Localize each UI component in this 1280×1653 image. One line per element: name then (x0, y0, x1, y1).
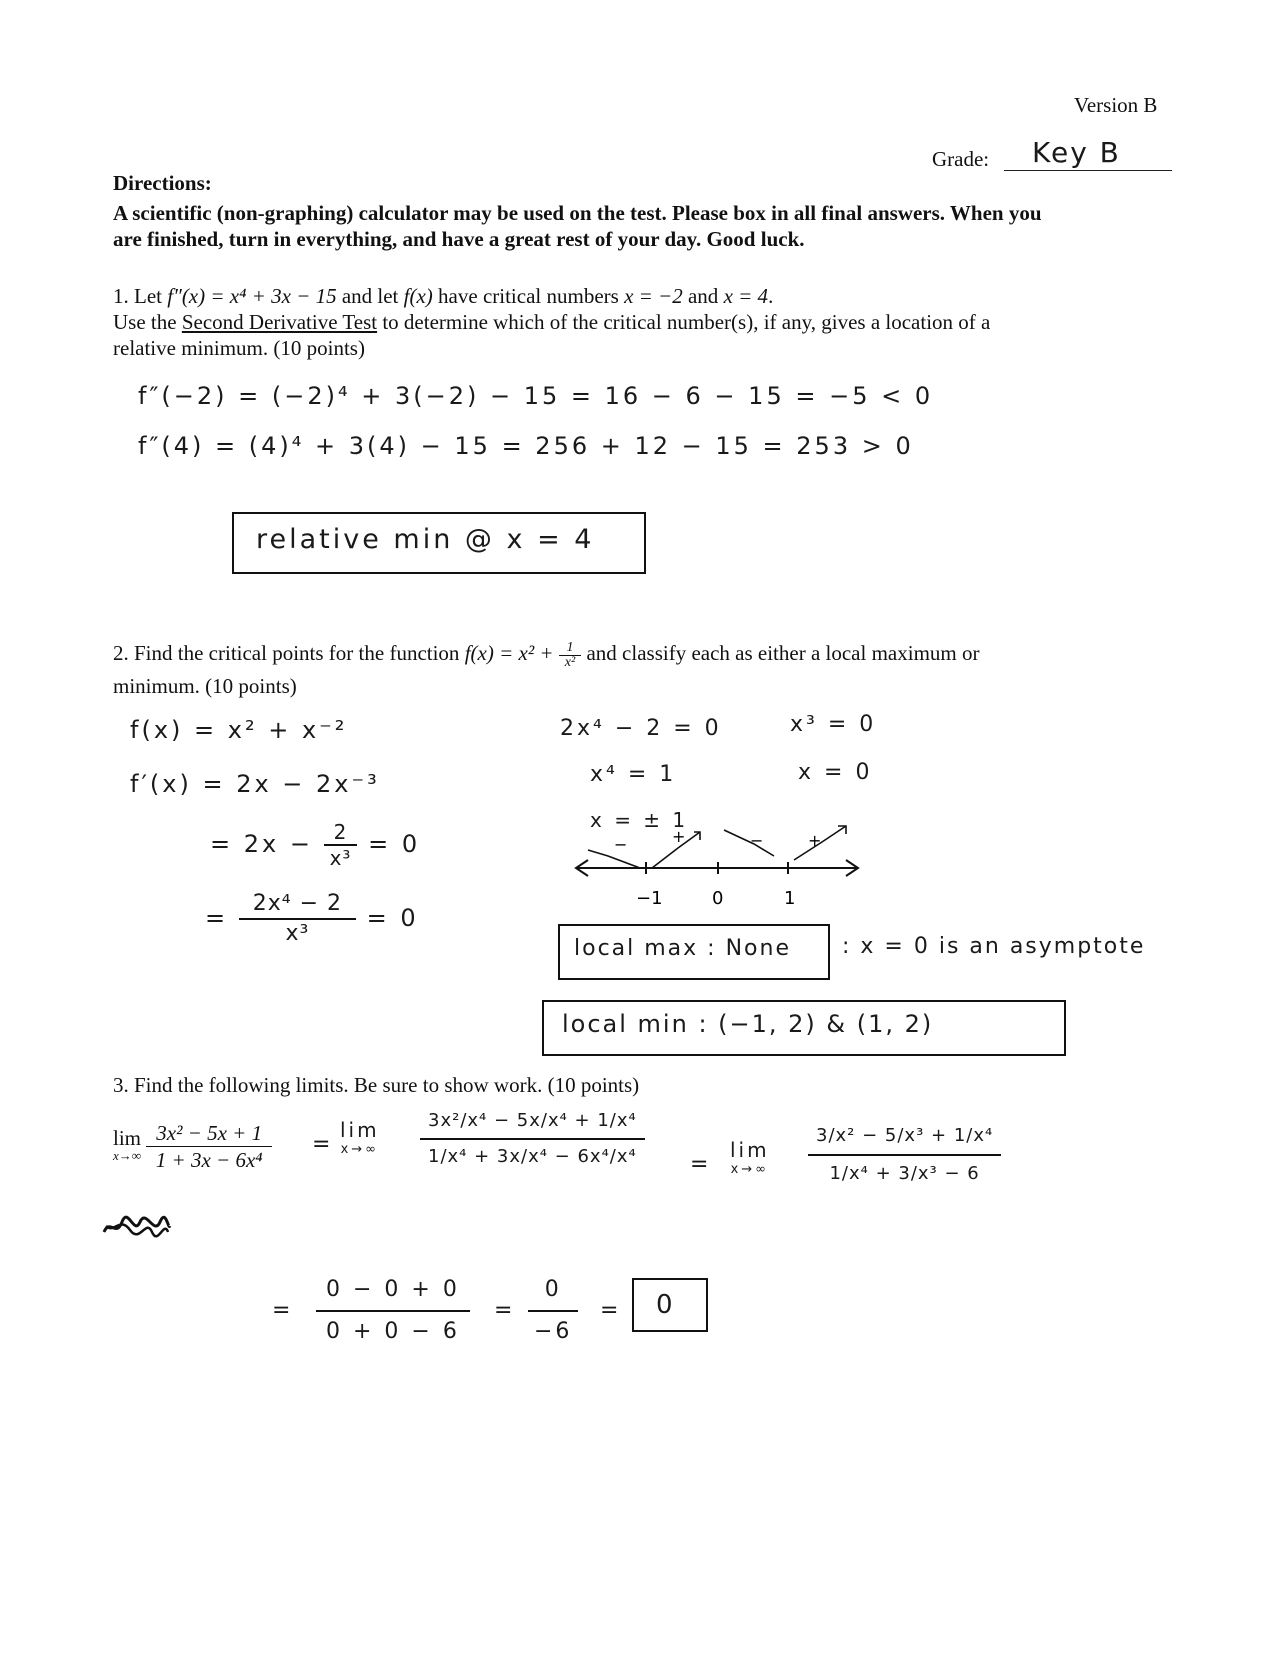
q1-text-rest: to determine which of the critical number(s), if any, gives a location of a (377, 310, 991, 334)
q2-eq4-fraction (239, 890, 356, 948)
q1-text-a: 1. Let (113, 284, 168, 308)
version-label: Version B (1074, 93, 1158, 117)
q2-eq3-fraction (324, 820, 358, 870)
q3-step-2-num: 3/x² − 5/x³ + 1/x⁴ (816, 1125, 994, 1146)
q1-text-c: have critical numbers (432, 284, 625, 308)
q3-limit-expression (113, 1120, 272, 1173)
q3-lim: lim (113, 1125, 142, 1150)
scribble-mark (100, 1214, 172, 1240)
q1-line-1 (113, 283, 773, 309)
q1-critical-1: x = −2 (624, 284, 683, 308)
q2-asymptote-note: : x = 0 is an asymptote (842, 934, 1146, 959)
q3-result-2 (528, 1270, 578, 1352)
q1-answer: relative min @ x = 4 (256, 524, 595, 555)
q3-answer: 0 (656, 1290, 676, 1320)
q1-text-d: and (682, 284, 724, 308)
q3-fraction-num: 3x² − 5x + 1 (156, 1121, 263, 1145)
q3-step-2 (808, 1118, 1001, 1192)
tick-label-pos1: 1 (784, 888, 796, 909)
q3-eq-3: = (272, 1298, 294, 1323)
q2-eq4-left: = (205, 904, 229, 932)
grade-label: Grade: (932, 147, 990, 171)
q3-step-1-fraction (420, 1104, 645, 1174)
q2-work-mid-2: x⁴ = 1 (590, 762, 677, 787)
q2-eq4-num: 2x⁴ − 2 (252, 891, 343, 916)
q2-function: f(x) = x² + (464, 641, 554, 665)
q3-fraction (146, 1120, 272, 1173)
q2-text-b: and classify each as either a local maximum or (581, 641, 980, 665)
q3-result-1-den: 0 + 0 − 6 (316, 1310, 470, 1352)
q3-eq-2: = (690, 1152, 712, 1177)
q1-answer-box (232, 512, 646, 574)
q2-local-max: local max : None (574, 936, 791, 961)
q2-local-max-box (558, 924, 830, 980)
q3-hand-lim-1-text: lim (340, 1118, 380, 1142)
q3-hand-lim-1-sub: x→∞ (340, 1142, 380, 1157)
q1-second-derivative: f″(x) = x⁴ + 3x − 15 (167, 284, 337, 308)
q2-fraction-num: 1 (566, 639, 574, 655)
q1-text-b: and let (336, 284, 404, 308)
q2-work-eq4 (205, 890, 419, 948)
q1-critical-2: x = 4 (723, 284, 769, 308)
q3-eq-1: = (312, 1132, 334, 1157)
q3-hand-lim-1 (340, 1120, 380, 1160)
q2-eq3-den: x³ (324, 844, 358, 870)
q3-lim-sub: x→∞ (113, 1147, 142, 1163)
q3-result-1-num: 0 − 0 + 0 (326, 1277, 460, 1302)
q2-eq3-left: = 2x − (210, 830, 313, 858)
q2-work-right-1: x³ = 0 (790, 712, 877, 737)
directions-line-1: A scientific (non-graphing) calculator may be used on the test. Please box in all final answers. When you (113, 201, 1042, 225)
q1-text-e: . (768, 284, 774, 308)
q2-work-mid-3: x = ± 1 (590, 808, 689, 832)
q3-eq-4: = (494, 1298, 516, 1323)
q2-local-min-box (542, 1000, 1066, 1056)
q2-fraction-den: x² (559, 655, 581, 670)
q3-answer-box (632, 1278, 708, 1332)
q3-hand-lim-2-text: lim (730, 1138, 770, 1162)
q3-result-2-fraction (528, 1270, 578, 1352)
sign-minus-1: − (614, 835, 628, 854)
second-derivative-test-term: Second Derivative Test (181, 310, 378, 334)
q3-step-2-fraction (808, 1118, 1001, 1192)
q1-line-2 (113, 309, 990, 335)
sign-minus-2: − (750, 831, 764, 850)
q2-work-fx: f(x) = x² + x⁻² (130, 716, 348, 744)
q2-work-mid-1: 2x⁴ − 2 = 0 (560, 716, 722, 741)
tick-label-neg1: −1 (636, 888, 663, 909)
q3-result-1 (316, 1270, 470, 1352)
trend-down-2 (724, 830, 774, 856)
directions-title: Directions: (113, 171, 212, 195)
q2-line-2: minimum. (10 points) (113, 674, 297, 698)
q2-local-min: local min : (−1, 2) & (1, 2) (562, 1010, 934, 1038)
q3-step-2-den: 1/x⁴ + 3/x³ − 6 (808, 1154, 1001, 1192)
q2-work-fprime: f′(x) = 2x − 2x⁻³ (130, 770, 380, 798)
q3-result-1-fraction (316, 1270, 470, 1352)
q3-hand-lim-2-sub: x→∞ (730, 1162, 770, 1177)
q2-work-right-2: x = 0 (798, 760, 873, 785)
grade-underline (1004, 170, 1172, 171)
q3-result-2-num: 0 (544, 1277, 562, 1302)
q3-hand-lim-2 (730, 1140, 770, 1180)
q2-work-eq3 (210, 820, 420, 870)
tick-label-zero: 0 (712, 888, 724, 909)
q3-result-2-den: −6 (528, 1310, 578, 1352)
sign-chart (568, 820, 868, 910)
q3-step-1-den: 1/x⁴ + 3x/x⁴ − 6x⁴/x⁴ (420, 1138, 645, 1174)
q2-text-a: 2. Find the critical points for the function (113, 641, 465, 665)
q2-eq3-right: = 0 (368, 830, 421, 858)
q2-eq4-right: = 0 (366, 904, 419, 932)
grade-value: Key B (1032, 136, 1121, 169)
q3-step-1-num: 3x²/x⁴ − 5x/x⁴ + 1/x⁴ (428, 1110, 637, 1131)
q3-step-1 (420, 1104, 645, 1174)
q2-eq4-den: x³ (239, 918, 356, 948)
q1-function: f(x) (403, 284, 433, 308)
q2-eq3-num: 2 (333, 820, 348, 844)
q3-eq-5: = (600, 1298, 622, 1323)
q1-line-3: relative minimum. (10 points) (113, 336, 365, 360)
q2-line-1 (113, 640, 979, 670)
q3-fraction-den: 1 + 3x − 6x⁴ (146, 1146, 272, 1173)
sign-plus-1: + (672, 827, 686, 846)
q1-text-use: Use the (113, 310, 182, 334)
q2-fraction (559, 641, 581, 670)
directions-line-2: are finished, turn in everything, and have a great rest of your day. Good luck. (113, 227, 805, 251)
q1-work-line-2: f″(4) = (4)⁴ + 3(4) − 15 = 256 + 12 − 15 = 253 > 0 (138, 432, 914, 460)
q1-work-line-1: f″(−2) = (−2)⁴ + 3(−2) − 15 = 16 − 6 − 15 = −5 < 0 (138, 382, 934, 410)
q3-line-1: 3. Find the following limits. Be sure to show work. (10 points) (113, 1073, 640, 1097)
q3-lim-block (113, 1125, 142, 1165)
sign-plus-2: + (808, 831, 822, 850)
